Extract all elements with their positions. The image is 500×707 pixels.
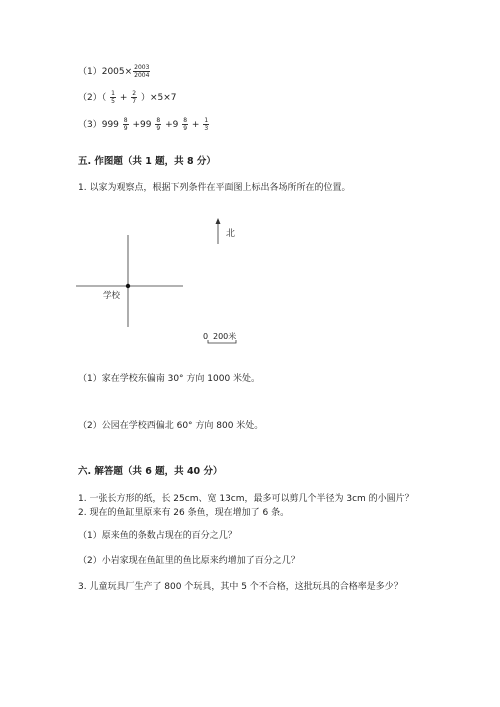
section-6-question-2a: （1）原来鱼的条数占现在的百分之几？ <box>78 531 237 541</box>
section-6-title: 六. 解答题（共 6 题，共 40 分） <box>78 466 223 477</box>
section-5-title: 五. 作图题（共 1 题，共 8 分） <box>78 156 216 167</box>
section-6-question-2: 2. 现在的鱼缸里原来有 26 条鱼，现在增加了 6 条。 <box>78 508 290 518</box>
section-6-question-1: 1. 一张长方形的纸，长 25cm、宽 13cm，最多可以剪几个半径为 3cm 的小圆片？ <box>78 494 414 504</box>
section-5-question-1: 1. 以家为观察点，根据下列条件在平面图上标出各场所所在的位置。 <box>78 183 351 193</box>
section-5-sub-1: （1）家在学校东偏南 30° 方向 1000 米处。 <box>78 374 261 384</box>
school-point <box>126 284 130 288</box>
fraction: $\frac{8}{9}$ <box>156 117 161 132</box>
fraction: $\frac{8}{9}$ <box>123 117 128 132</box>
calc-item-3: （3）999 $\frac{8}{9}$ +99 $\frac{8}{9}$ +9 $\frac{8}{9}$ + $\frac{1}{3}$ <box>78 117 209 132</box>
fraction: $\frac{2003}{2004}$ <box>134 64 150 79</box>
school-label: 学校 <box>103 291 121 301</box>
north-arrow-head <box>216 218 221 224</box>
scale-label: 200米 <box>213 332 237 341</box>
fraction: $\frac{1}{5}$ <box>111 90 115 105</box>
calc-item-1-text: （1）2005× <box>78 67 133 77</box>
fraction: $\frac{8}{9}$ <box>183 117 188 132</box>
section-6-question-2b: （2）小岩家现在鱼缸里的鱼比原来约增加了百分之几？ <box>78 556 300 566</box>
section-6-question-3: 3. 儿童玩具厂生产了 800 个玩具，其中 5 个不合格，这批玩具的合格率是多少？ <box>78 582 403 592</box>
section-5-sub-2: （2）公园在学校西偏北 60° 方向 800 米处。 <box>78 421 264 431</box>
scale-zero: 0 <box>203 332 209 341</box>
fraction: $\frac{2}{7}$ <box>132 90 137 105</box>
north-label: 北 <box>226 229 236 239</box>
calc-item-2: （2）（ $\frac{1}{5}$ + $\frac{2}{7}$ ）×5×7 <box>78 90 177 105</box>
fraction: $\frac{1}{3}$ <box>204 117 209 132</box>
